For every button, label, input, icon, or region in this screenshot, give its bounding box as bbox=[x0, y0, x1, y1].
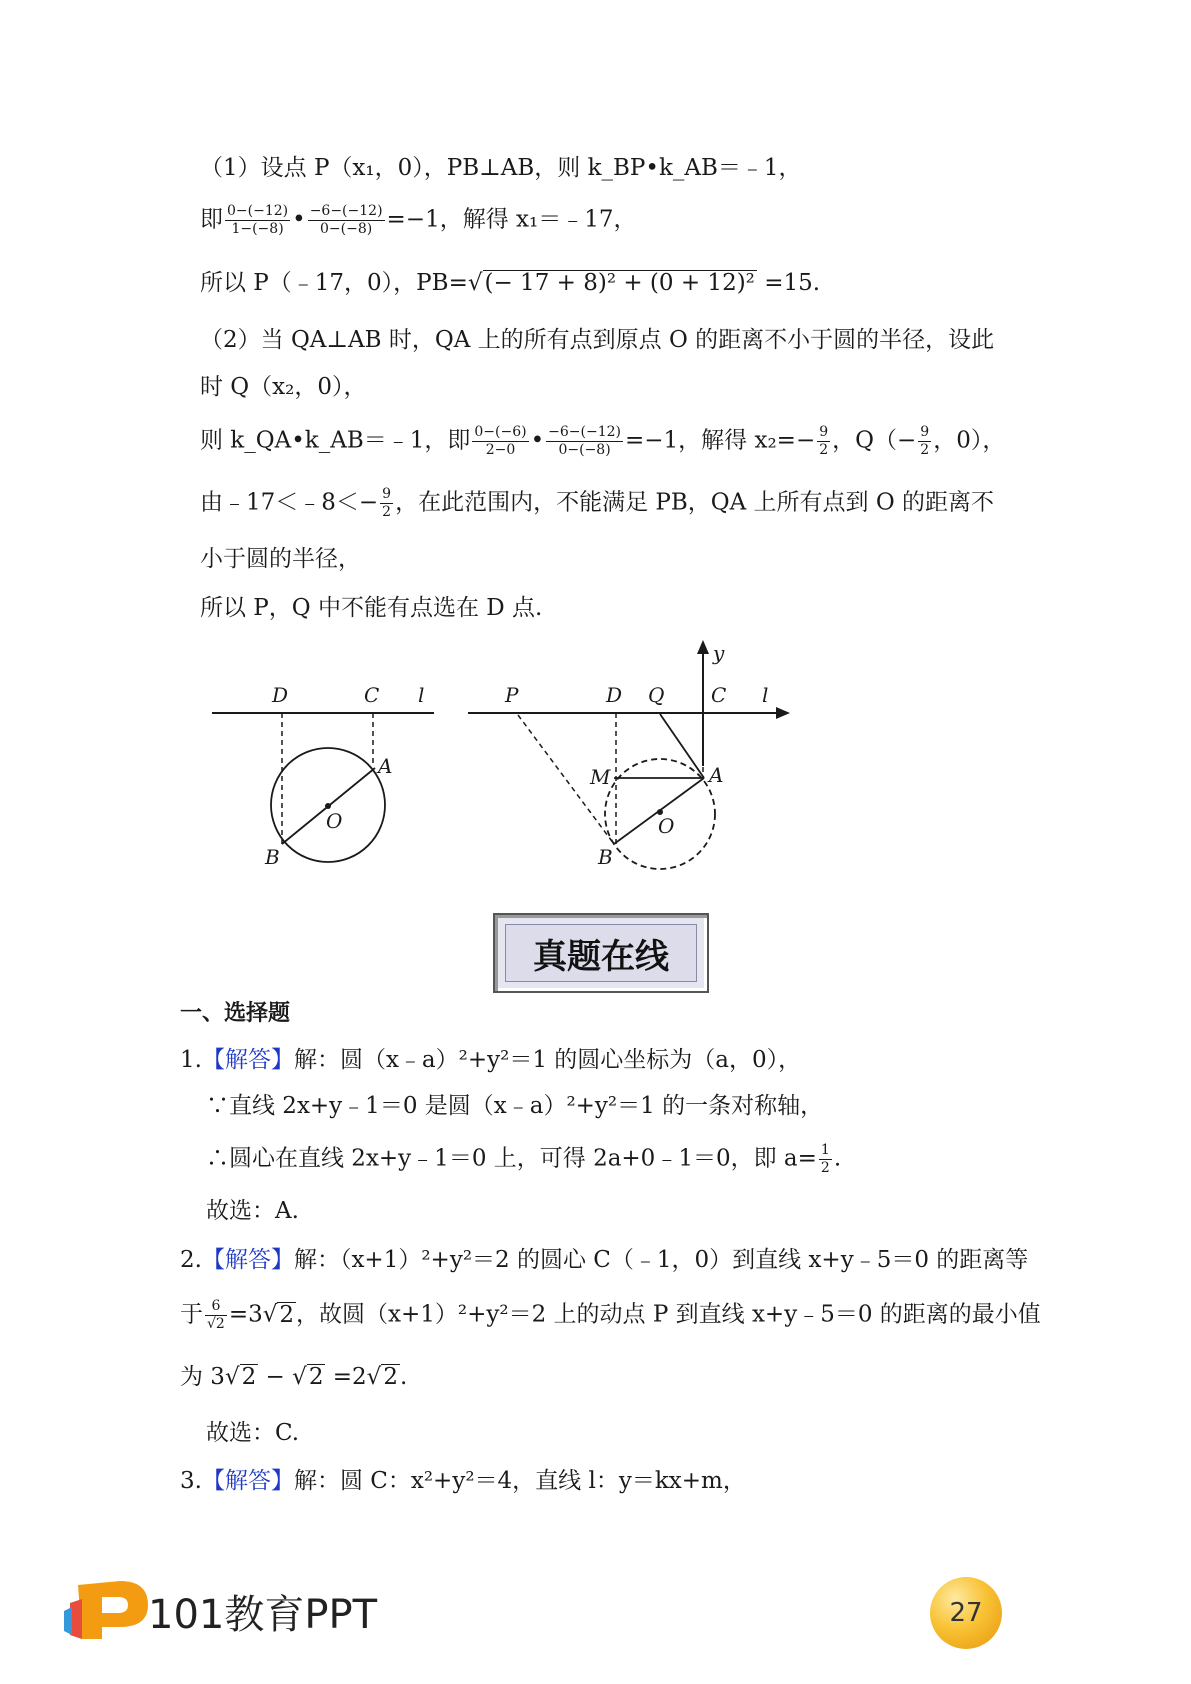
q1-line3: ∴圆心在直线 2x+y﹣1＝0 上，可得 2a+0﹣1＝0，即 a= $\frac{1}{2}$ . bbox=[206, 1142, 842, 1176]
part2-line4: 由﹣17＜﹣8＜− $\frac{9}{2}$ ，在此范围内，不能满足 PB，QA 上所有点到 O 的距离不 bbox=[200, 486, 995, 520]
answer-tag: 【解答】 bbox=[201, 1047, 294, 1073]
answer-tag: 【解答】 bbox=[201, 1247, 294, 1273]
segment-qa bbox=[660, 714, 704, 778]
q2-line1: 2.【解答】解：（x+1）²+y²＝2 的圆心 C（﹣1，0）到直线 x+y﹣5＝0 的距离等 bbox=[180, 1247, 1029, 1273]
q1-line2: ∵直线 2x+y﹣1＝0 是圆（x﹣a）²+y²＝1 的一条对称轴， bbox=[206, 1093, 824, 1119]
geometry-figures bbox=[0, 630, 1191, 880]
label-O-right: O bbox=[658, 814, 675, 838]
label-M: M bbox=[590, 765, 611, 789]
sqrt-expression: (− 17 + 8)² + (0 + 12)² bbox=[484, 270, 755, 296]
section-heading: 一、选择题 bbox=[180, 1001, 291, 1026]
q3-line1: 3.【解答】解：圆 C：x²+y²＝4，直线 l：y＝kx+m， bbox=[180, 1468, 746, 1494]
q1-line1: 1.【解答】解：圆（x﹣a）²+y²＝1 的圆心坐标为（a，0）， bbox=[180, 1047, 802, 1073]
part1-line1: （1）设点 P（x₁，0），PB⊥AB，则 k_BP•k_AB＝﹣1， bbox=[200, 155, 802, 181]
label-D: D bbox=[272, 683, 289, 707]
q1-line4: 故选：A. bbox=[206, 1198, 299, 1224]
fraction: $\frac{9}{2}$ bbox=[819, 424, 829, 458]
part2-line2: 时 Q（x₂，0）， bbox=[200, 374, 367, 400]
y-arrow bbox=[697, 640, 709, 654]
label-D-right: D bbox=[606, 683, 623, 707]
label-B: B bbox=[265, 845, 280, 869]
label-l-right: l bbox=[762, 683, 769, 707]
brand-name: 101教育PPT bbox=[148, 1592, 378, 1638]
label-A-right: A bbox=[709, 763, 724, 787]
fraction: $\frac{0-(-12)}{1-(-8)}$ bbox=[227, 203, 289, 237]
q2-line2: 于 $\frac{6}{√2}$ =3√2，故圆（x+1）²+y²＝2 上的动点 P 到直线 x+y﹣5＝0 的距离的最小值 bbox=[180, 1298, 1041, 1332]
fraction: $\frac{-6-(-12)}{0-(-8)}$ bbox=[548, 424, 621, 458]
fraction: $\frac{0-(-6)}{2-0}$ bbox=[474, 424, 527, 458]
x-arrow bbox=[776, 707, 790, 719]
label-Q: Q bbox=[648, 683, 665, 707]
fraction: $\frac{9}{2}$ bbox=[920, 424, 930, 458]
q2-line3: 为 3√2 − √2 =2√2. bbox=[180, 1364, 408, 1390]
label-O: O bbox=[326, 809, 343, 833]
text: =−1，解得 x₁＝﹣17， bbox=[386, 206, 637, 233]
fraction: $\frac{1}{2}$ bbox=[820, 1142, 830, 1176]
section-banner bbox=[493, 913, 709, 993]
q2-line4: 故选：C. bbox=[206, 1420, 300, 1446]
label-A: A bbox=[378, 754, 393, 778]
fraction: $\frac{9}{2}$ bbox=[382, 486, 392, 520]
fraction: $\frac{6}{√2}$ bbox=[207, 1298, 225, 1332]
fraction: $\frac{-6-(-12)}{0-(-8)}$ bbox=[309, 203, 383, 237]
part2-line6: 所以 P，Q 中不能有点选在 D 点. bbox=[200, 595, 543, 621]
part2-line5: 小于圆的半径， bbox=[200, 546, 361, 572]
part1-line2: 即 $\frac{0-(-12)}{1-(-8)}$ • $\frac{-6-(-12)}{0-(-8)}$ =−1，解得 x₁＝﹣17， bbox=[200, 203, 637, 237]
page-number-badge: 27 bbox=[930, 1577, 1002, 1649]
label-C: C bbox=[364, 683, 380, 707]
label-C-right: C bbox=[711, 683, 727, 707]
label-y: y bbox=[713, 641, 725, 665]
label-l: l bbox=[418, 683, 425, 707]
banner-title: 真题在线 bbox=[505, 924, 697, 982]
label-B-right: B bbox=[598, 845, 613, 869]
part2-line1: （2）当 QA⊥AB 时，QA 上的所有点到原点 O 的距离不小于圆的半径，设此 bbox=[200, 327, 995, 353]
label-P: P bbox=[505, 683, 519, 707]
part2-line3: 则 k_QA•k_AB＝﹣1，即 $\frac{0-(-6)}{2-0}$ • $\frac{-6-(-12)}{0-(-8)}$ =−1，解得 x₂=− $\frac{9}{2}$ ，Q（− $\frac{9}{2}$ ，0）， bbox=[200, 424, 1006, 458]
text: 即 bbox=[200, 206, 223, 233]
part1-line3: 所以 P（﹣17，0），PB=√(− 17 + 8)² + (0 + 12)² =15. bbox=[200, 270, 821, 296]
answer-tag: 【解答】 bbox=[201, 1468, 294, 1494]
